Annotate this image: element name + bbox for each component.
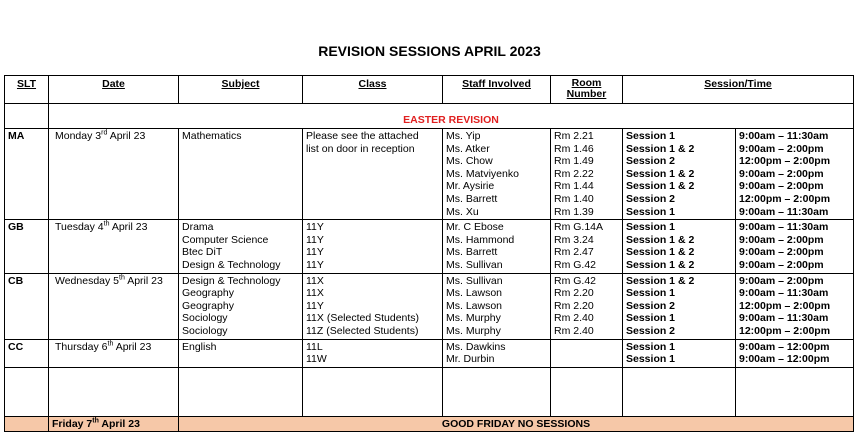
date-ordinal: th bbox=[119, 274, 125, 282]
staff-cell bbox=[443, 273, 551, 339]
session-line: Session 1 & 2 bbox=[626, 274, 695, 287]
subject-cell bbox=[179, 129, 303, 220]
session-line: Session 1 bbox=[626, 340, 676, 353]
class-cell bbox=[303, 339, 443, 367]
session-line: Session 1 & 2 bbox=[626, 142, 695, 155]
room-line: Rm 1.44 bbox=[554, 180, 594, 193]
session-line: Session 2 bbox=[626, 192, 676, 205]
header-slt: SLT bbox=[5, 76, 49, 104]
subject-cell bbox=[179, 273, 303, 339]
document-title: REVISION SESSIONS APRIL 2023 bbox=[318, 43, 541, 59]
class-line: 11Y bbox=[306, 221, 324, 234]
date-month: April 23 bbox=[109, 221, 148, 234]
time-line: 9:00am – 2:00pm bbox=[739, 180, 824, 193]
date-month: April 23 bbox=[113, 340, 152, 353]
time-line: 12:00pm – 2:00pm bbox=[739, 299, 831, 312]
blank-cell bbox=[49, 367, 179, 416]
staff-line: Ms. Lawson bbox=[446, 287, 503, 300]
class-cell bbox=[303, 273, 443, 339]
staff-line: Mr. Aysirie bbox=[446, 180, 495, 193]
session-line: Session 1 bbox=[626, 205, 676, 218]
staff-line: Ms. Dawkins bbox=[446, 340, 506, 353]
room-cell bbox=[551, 339, 623, 367]
staff-line: Ms. Chow bbox=[446, 155, 493, 168]
staff-cell bbox=[443, 220, 551, 273]
class-line: 11X (Selected Students) bbox=[306, 312, 420, 325]
staff-line: Ms. Sullivan bbox=[446, 258, 503, 271]
blank-cell bbox=[303, 367, 443, 416]
staff-line: Ms. Barrett bbox=[446, 246, 498, 259]
session-line: Session 1 bbox=[626, 130, 676, 142]
subject-line: Btec DiT bbox=[182, 246, 223, 259]
session-group-row bbox=[5, 129, 854, 220]
staff-line: Ms. Barrett bbox=[446, 192, 498, 205]
class-line: 11X bbox=[306, 274, 324, 287]
time-line: 9:00am – 2:00pm bbox=[739, 142, 824, 155]
room-line: Rm 1.49 bbox=[554, 155, 594, 168]
time-line: 9:00am – 11:30am bbox=[739, 130, 829, 142]
date-ordinal: th bbox=[107, 340, 114, 347]
room-line: Rm 2.40 bbox=[554, 324, 594, 337]
time-line: 9:00am – 2:00pm bbox=[739, 167, 824, 180]
room-line: Rm 1.46 bbox=[554, 142, 594, 155]
header-session: Session/Time bbox=[623, 76, 854, 104]
class-line: Please see the attached bbox=[306, 130, 419, 142]
time-line: 12:00pm – 2:00pm bbox=[739, 324, 831, 337]
staff-cell bbox=[443, 129, 551, 220]
room-cell bbox=[551, 220, 623, 273]
session-line: Session 1 bbox=[626, 221, 676, 234]
subject-line: Geography bbox=[182, 287, 234, 300]
date-month: April 23 bbox=[124, 274, 163, 287]
room-cell bbox=[551, 129, 623, 220]
slt-cell: MA bbox=[5, 129, 49, 220]
time-line: 12:00pm – 2:00pm bbox=[739, 192, 831, 205]
friday-row bbox=[5, 416, 854, 432]
date-ordinal: th bbox=[92, 417, 99, 425]
session-line: Session 1 bbox=[626, 353, 676, 366]
class-line: 11Y bbox=[306, 246, 324, 259]
date-month: April 23 bbox=[107, 130, 146, 142]
session-group-row bbox=[5, 273, 854, 339]
blank-cell bbox=[443, 367, 551, 416]
session-line: Session 2 bbox=[626, 155, 676, 168]
friday-slt-cell bbox=[5, 416, 49, 432]
date-ordinal: rd bbox=[101, 129, 108, 137]
staff-cell bbox=[443, 339, 551, 367]
blank-cell bbox=[736, 367, 854, 416]
subject-line: Geography bbox=[182, 299, 234, 312]
class-cell bbox=[303, 220, 443, 273]
blank-row bbox=[5, 367, 854, 416]
room-line: Rm 2.47 bbox=[554, 246, 594, 259]
room-line: Rm 1.40 bbox=[554, 192, 594, 205]
date-text: Wednesday 5 bbox=[55, 274, 120, 287]
staff-line: Ms. Murphy bbox=[446, 324, 501, 337]
subject-cell bbox=[179, 220, 303, 273]
time-cell bbox=[736, 273, 854, 339]
room-line: Rm 2.40 bbox=[554, 312, 594, 325]
header-subject: Subject bbox=[179, 76, 303, 104]
slt-cell: GB bbox=[5, 220, 49, 273]
subject-line: Sociology bbox=[182, 324, 228, 337]
class-line: 11Y bbox=[306, 233, 324, 246]
blank-cell bbox=[551, 367, 623, 416]
blank-cell bbox=[5, 367, 49, 416]
room-line: Rm 2.22 bbox=[554, 167, 594, 180]
date-cell bbox=[49, 220, 179, 273]
date-month: April 23 bbox=[98, 417, 140, 430]
friday-note-cell: GOOD FRIDAY NO SESSIONS bbox=[179, 416, 854, 432]
banner-row bbox=[5, 104, 854, 129]
room-line: Rm 1.39 bbox=[554, 205, 594, 218]
date-cell bbox=[49, 273, 179, 339]
staff-line: Ms. Lawson bbox=[446, 299, 503, 312]
time-line: 9:00am – 11:30am bbox=[739, 312, 829, 325]
session-cell bbox=[623, 273, 736, 339]
session-group-row bbox=[5, 339, 854, 367]
time-line: 9:00am – 2:00pm bbox=[739, 274, 824, 287]
revision-table bbox=[4, 75, 854, 432]
staff-line: Ms. Yip bbox=[446, 130, 481, 142]
date-ordinal: th bbox=[103, 220, 110, 228]
date-cell bbox=[49, 339, 179, 367]
staff-line: Mr. Durbin bbox=[446, 353, 495, 366]
room-line: Rm 3.24 bbox=[554, 233, 594, 246]
class-line: 11Z (Selected Students) bbox=[306, 324, 419, 337]
class-line: 11Y bbox=[306, 258, 324, 271]
session-line: Session 1 & 2 bbox=[626, 246, 695, 259]
header-room: Room Number bbox=[551, 76, 623, 104]
session-group-row bbox=[5, 220, 854, 273]
staff-line: Mr. C Ebose bbox=[446, 221, 504, 234]
session-line: Session 1 & 2 bbox=[626, 233, 695, 246]
time-cell bbox=[736, 220, 854, 273]
room-line: Rm G.42 bbox=[554, 274, 597, 287]
time-line: 9:00am – 2:00pm bbox=[739, 233, 824, 246]
room-line: Rm G.42 bbox=[554, 258, 597, 271]
session-cell bbox=[623, 339, 736, 367]
date-text: Monday 3 bbox=[55, 130, 102, 142]
header-class: Class bbox=[303, 76, 443, 104]
session-line: Session 1 & 2 bbox=[626, 180, 695, 193]
blank-cell bbox=[623, 367, 736, 416]
session-cell bbox=[623, 129, 736, 220]
header-staff: Staff Involved bbox=[443, 76, 551, 104]
staff-line: Ms. Hammond bbox=[446, 233, 515, 246]
time-line: 9:00am – 12:00pm bbox=[739, 353, 830, 366]
room-line: Rm 2.20 bbox=[554, 287, 594, 300]
subject-line: Computer Science bbox=[182, 233, 269, 246]
subject-cell bbox=[179, 339, 303, 367]
class-line: 11Y bbox=[306, 299, 324, 312]
subject-line: Sociology bbox=[182, 312, 228, 325]
class-line: 11X bbox=[306, 287, 324, 300]
table-body bbox=[5, 104, 854, 432]
subject-line: Design & Technology bbox=[182, 274, 281, 287]
date-text: Thursday 6 bbox=[55, 340, 108, 353]
session-line: Session 1 bbox=[626, 312, 676, 325]
slt-cell: CB bbox=[5, 273, 49, 339]
session-line: Session 2 bbox=[626, 324, 676, 337]
date-text: Tuesday 4 bbox=[55, 221, 104, 234]
easter-banner: EASTER REVISION bbox=[49, 104, 854, 129]
room-line: Rm G.14A bbox=[554, 221, 604, 234]
time-line: 9:00am – 11:30am bbox=[739, 287, 829, 300]
room-cell bbox=[551, 273, 623, 339]
subject-line: Mathematics bbox=[182, 130, 242, 142]
time-line: 9:00am – 2:00pm bbox=[739, 258, 824, 271]
time-cell bbox=[736, 129, 854, 220]
staff-line: Ms. Xu bbox=[446, 205, 479, 218]
time-cell bbox=[736, 339, 854, 367]
session-line: Session 1 & 2 bbox=[626, 167, 695, 180]
class-line: 11L bbox=[306, 340, 323, 353]
time-line: 9:00am – 11:30am bbox=[739, 221, 829, 234]
subject-line: English bbox=[182, 340, 217, 353]
time-line: 9:00am – 2:00pm bbox=[739, 246, 824, 259]
date-text: Friday 7 bbox=[52, 417, 93, 430]
session-line: Session 1 & 2 bbox=[626, 258, 695, 271]
slt-cell: CC bbox=[5, 339, 49, 367]
time-line: 9:00am – 12:00pm bbox=[739, 340, 830, 353]
staff-line: Ms. Murphy bbox=[446, 312, 501, 325]
header-date: Date bbox=[49, 76, 179, 104]
session-cell bbox=[623, 220, 736, 273]
room-line: Rm 2.21 bbox=[554, 130, 594, 142]
staff-line: Ms. Matviyenko bbox=[446, 167, 519, 180]
class-line: 11W bbox=[306, 353, 327, 366]
blank-cell bbox=[179, 367, 303, 416]
class-line: list on door in reception bbox=[306, 142, 415, 155]
staff-line: Ms. Sullivan bbox=[446, 274, 503, 287]
time-line: 12:00pm – 2:00pm bbox=[739, 155, 831, 168]
session-line: Session 2 bbox=[626, 299, 676, 312]
class-cell bbox=[303, 129, 443, 220]
header-row bbox=[5, 76, 854, 104]
staff-line: Ms. Atker bbox=[446, 142, 490, 155]
date-cell bbox=[49, 129, 179, 220]
subject-line: Drama bbox=[182, 221, 214, 234]
session-line: Session 1 bbox=[626, 287, 676, 300]
subject-line: Design & Technology bbox=[182, 258, 281, 271]
friday-date-cell bbox=[49, 416, 179, 432]
room-line: Rm 2.20 bbox=[554, 299, 594, 312]
time-line: 9:00am – 11:30am bbox=[739, 205, 829, 218]
